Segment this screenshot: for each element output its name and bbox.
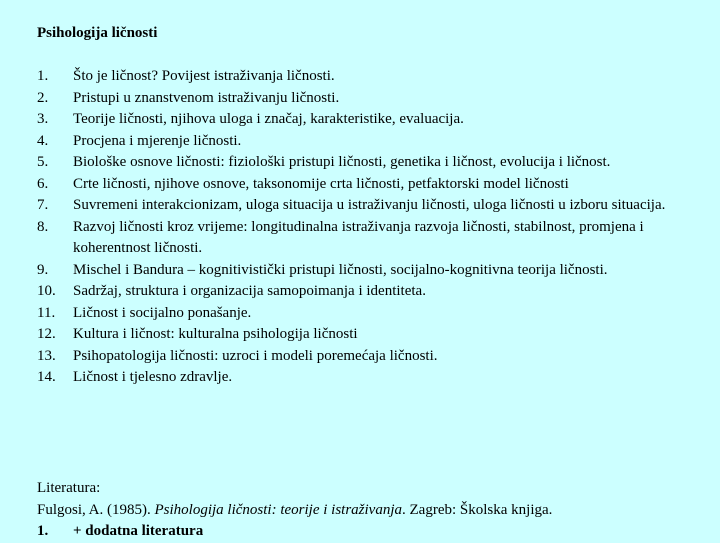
item-text: Psihopatologija ličnosti: uzroci i modeli poremećaja ličnosti. xyxy=(73,347,438,364)
item-number: 11. xyxy=(37,304,56,321)
list-item xyxy=(37,195,697,217)
list-item xyxy=(37,109,697,131)
literature-heading: Literatura: xyxy=(37,480,101,496)
item-number: 1. xyxy=(37,68,49,84)
item-text: Što je ličnost? Povijest istraživanja ličnosti. xyxy=(73,68,335,84)
list-item xyxy=(37,346,697,368)
list-item xyxy=(37,260,697,282)
item-number: 14. xyxy=(37,369,56,385)
list-item xyxy=(37,324,697,346)
page-title: Psihologija ličnosti xyxy=(37,25,158,41)
item-text: Razvoj ličnosti kroz vrijeme: longitudinalna istraživanja razvoja ličnosti, stabilnost, promjena i koherentnost ličnosti. xyxy=(73,218,644,256)
list-item xyxy=(37,303,697,325)
list-item xyxy=(37,66,697,88)
list-item xyxy=(37,88,697,110)
item-number: 5. xyxy=(37,154,49,170)
item-text: Sadržaj, struktura i organizacija samopoimanja i identiteta. xyxy=(73,283,426,299)
item-number: 12. xyxy=(37,326,56,342)
item-number: 10. xyxy=(37,283,56,299)
item-text: Teorije ličnosti, njihova uloga i značaj, karakteristike, evaluacija. xyxy=(73,111,464,127)
additional-literature-text: + dodatna literatura xyxy=(73,523,204,539)
item-number: 7. xyxy=(37,197,49,213)
item-number: 6. xyxy=(37,175,49,192)
item-text: Procjena i mjerenje ličnosti. xyxy=(73,132,242,149)
list-item xyxy=(37,281,697,303)
item-text: Pristupi u znanstvenom istraživanju ličnosti. xyxy=(73,89,340,106)
item-text: Ličnost i socijalno ponašanje. xyxy=(73,304,252,321)
additional-literature xyxy=(37,521,552,543)
item-text: Crte ličnosti, njihove osnove, taksonomije crta ličnosti, petfaktorski model ličnosti xyxy=(73,175,569,192)
literature-section xyxy=(37,478,552,543)
item-number: 2. xyxy=(37,89,49,106)
reference-author: Fulgosi, A. (1985). xyxy=(37,501,155,518)
item-text: Ličnost i tjelesno zdravlje. xyxy=(73,369,233,385)
item-number: 4. xyxy=(37,132,49,149)
reference-publisher: . Zagreb: Školska knjiga. xyxy=(402,501,553,518)
item-text: Suvremeni interakcionizam, uloga situacija u istraživanju ličnosti, uloga ličnosti u izboru situacija. xyxy=(73,197,666,213)
item-text: Biološke osnove ličnosti: fiziološki pristupi ličnosti, genetika i ličnost, evolucija i ličnost. xyxy=(73,154,611,170)
item-number: 9. xyxy=(37,261,49,278)
item-text: Kultura i ličnost: kulturalna psihologija ličnosti xyxy=(73,326,358,342)
item-number: 3. xyxy=(37,111,49,127)
item-number: 8. xyxy=(37,218,49,235)
item-number: 13. xyxy=(37,347,56,364)
literature-reference xyxy=(37,500,552,522)
item-text: Mischel i Bandura – kognitivistički pristupi ličnosti, socijalno-kognitivna teorija ličnosti. xyxy=(73,261,608,278)
list-item xyxy=(37,217,697,260)
topic-list xyxy=(37,66,697,389)
item-number: 1. xyxy=(37,523,49,539)
list-item xyxy=(37,152,697,174)
reference-title: Psihologija ličnosti: teorije i istraživanja xyxy=(154,501,403,518)
list-item xyxy=(37,367,697,389)
list-item xyxy=(37,174,697,196)
list-item xyxy=(37,131,697,153)
